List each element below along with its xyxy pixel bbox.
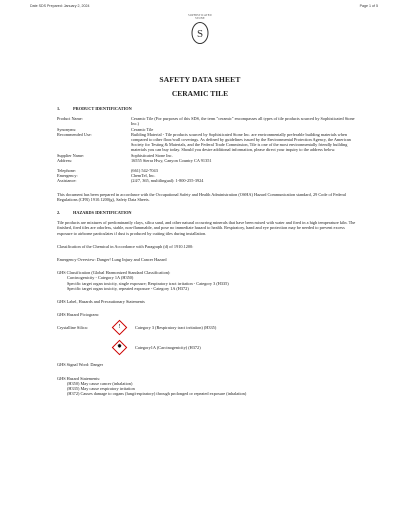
- list-item: (H372) Causes damage to organs (lung/respiratory) through prolonged or repeated exposure (inhalation): [67, 391, 247, 397]
- document-body: [57, 106, 357, 397]
- field-value: Ceramic Tile (For purposes of this SDS, the term "ceramic" encompasses all types of tile products sourced by Sophisticated Stone Inc.): [131, 116, 355, 127]
- field-value: Sophisticated Stone Inc.: [131, 152, 173, 158]
- logo-line1: SOPHISTICATED: [188, 14, 212, 17]
- pictogram-title: GHS Hazard Pictogram:: [57, 312, 100, 318]
- field-label: Telephone:: [57, 168, 77, 174]
- product-identification-table: [57, 116, 357, 163]
- section-title: HAZARDS IDENTIFICATION: [73, 210, 132, 216]
- osha-note: This document has been prepared in accordance with the Occupational Safety and Health Administration (OSHA) Hazard Communication standard, 29 Code of Federal Regulations (CFR) 1910.1200(g), Safety Data Sheets.: [57, 191, 346, 202]
- emergency-overview: Emergency Overview: Danger! Lung Injury and Cancer Hazard: [57, 257, 167, 263]
- list-item: (H335) May cause respiratory irritation: [67, 386, 135, 392]
- field-value: 16555 Sierra Hwy, Canyon Country CA 91351: [131, 157, 212, 163]
- field-label: Recommended Use:: [57, 131, 92, 137]
- section-heading: [57, 106, 357, 111]
- list-item: Specific target organ toxicity, single exposure; Respiratory tract irritation - Category 3 (H335): [67, 280, 229, 286]
- hazard-statements-title: GHS Hazard Statements:: [57, 375, 101, 381]
- hazards-intro: Tile products are mixtures of predominantly clays, silica sand, and other natural occurring minerals that have been mixed with water and fired in a high temperature kiln. The finished, fired tiles are odorless, stable, non-flammable, and pose no immediate hazard to health. Respiratory, hand and eye protection may be needed to prevent excess exposure to airborne particulates if dust is produced by cutting tiles during installation.: [57, 220, 356, 236]
- company-logo: [180, 14, 220, 45]
- exclamation-hazard-icon: !: [113, 321, 126, 334]
- field-label: Emergency:: [57, 173, 78, 179]
- section-title: PRODUCT IDENTIFICATION: [73, 106, 132, 111]
- ghs-classification-title: GHS Classification (Global Harmonized Standard Classification):: [57, 270, 171, 276]
- logo-line2: STONE: [195, 17, 205, 20]
- section-heading: [57, 210, 357, 215]
- field-value: (661) 542-7043: [131, 168, 158, 174]
- document-title: SAFETY DATA SHEET: [159, 75, 241, 84]
- section-number: 2.: [57, 210, 61, 216]
- health-hazard-icon: ✸: [113, 341, 126, 354]
- section-number: 1.: [57, 106, 61, 111]
- field-label: Address:: [57, 157, 73, 163]
- document-subtitle: CERAMIC TILE: [171, 89, 229, 98]
- pictogram-row: [57, 317, 357, 337]
- contact-table: [57, 168, 357, 184]
- list-item: Specific target organ toxicity, repeated exposure - Category 1A (H372): [67, 285, 189, 291]
- pictogram-row: [57, 337, 357, 357]
- list-item: (H350) May cause cancer (inhalation): [67, 380, 133, 386]
- logo-mark-icon: [190, 21, 210, 45]
- crystalline-label: Crystalline Silica:: [57, 324, 88, 330]
- signal-word: GHS Signal Word: Danger: [57, 362, 104, 368]
- field-value: Building Material - Tile products sourced by Sophisticated Stone Inc. are environmentally preferable building materials when compared to other floor/wall coverings. As defined by guidelines issued by the Environmental Protection Agency, the American Society for Testing & Materials, and the Federal Trade Commission, Tile is one of the most environmentally friendly building materials you can buy today. Should you desire additional information, please direct your inquiry to the address below.: [131, 131, 351, 153]
- field-label: Synonyms:: [57, 126, 77, 132]
- classification-statement: Classification of the Chemical in Accordance with Paragraph (d) of 1910.1200:: [57, 243, 194, 249]
- page-number: Page 1 of 5: [359, 4, 378, 8]
- document-titles: [0, 75, 400, 98]
- pictogram-caption: Category1A (Carcinogenicity) (H372): [135, 344, 201, 350]
- field-value: ChemTel, Inc.: [131, 173, 156, 179]
- field-label: Product Name:: [57, 116, 83, 122]
- pictogram-caption: Category 3 (Respiratory tract irritation) (H335): [135, 324, 217, 330]
- field-value: Ceramic Tile: [131, 126, 154, 132]
- field-value: (24/7, 365, multilingual): 1-800-255-3924: [131, 178, 204, 184]
- list-item: Carcinogenicity - Category 1A (H350): [67, 275, 134, 281]
- svg-text:S: S: [196, 28, 204, 40]
- ghs-label-heading: GHS Label, Hazards and Precautionary Statements: [57, 299, 145, 305]
- page-header: [30, 4, 378, 8]
- field-label: Assistance:: [57, 178, 77, 184]
- date-prepared: Date SDS Prepared: January 2, 2024: [30, 4, 90, 8]
- field-label: Supplier Name:: [57, 152, 85, 158]
